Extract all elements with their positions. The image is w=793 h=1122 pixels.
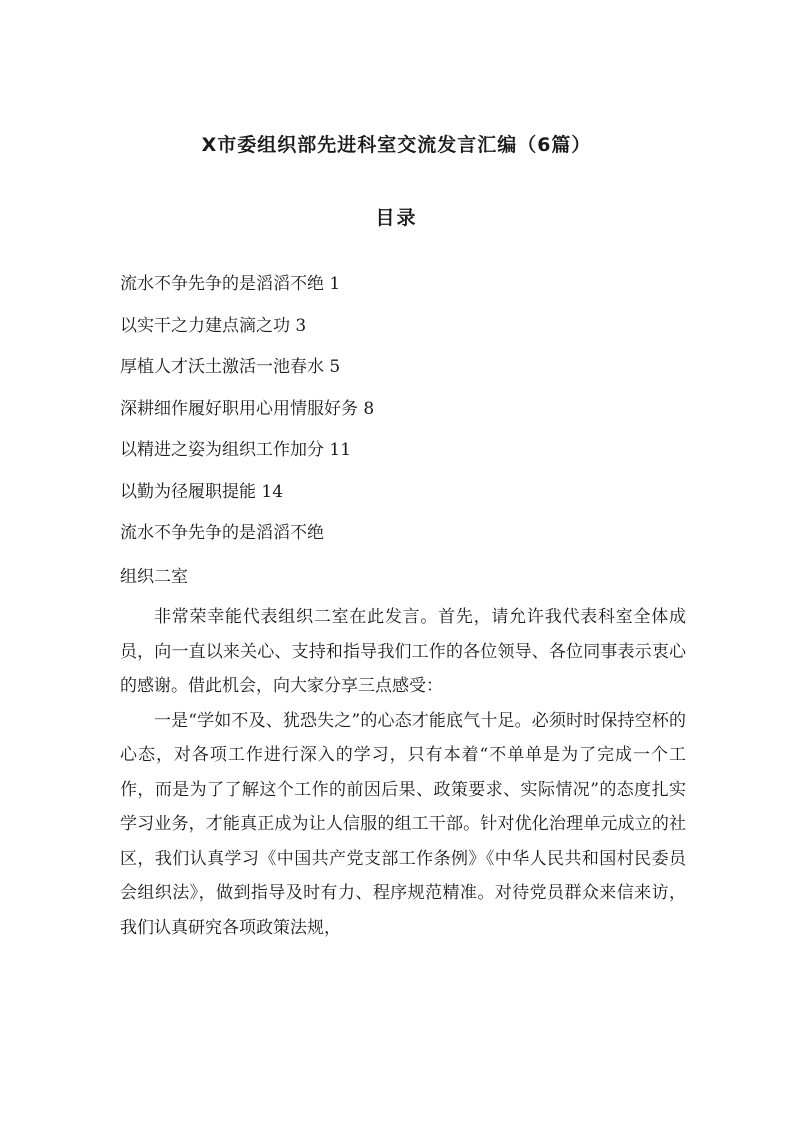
toc-entry[interactable]: 深耕细作履好职用心用情服好务 8 (120, 398, 375, 419)
section-title: 流水不争先争的是滔滔不绝 (120, 523, 324, 543)
toc-entry[interactable]: 以精进之姿为组织工作加分 11 (120, 440, 352, 460)
section-author: 组织二室 (120, 567, 188, 587)
paragraph: 非常荣幸能代表组织二室在此发言。首先，请允许我代表科室全体成员，向一直以来关心、支持和指导我们工作的各位领导、各位同事表示衷心的感谢。借此机会，向大家分享三点感受： (120, 607, 686, 696)
toc-heading: 目录 (375, 207, 418, 229)
toc-entry[interactable]: 流水不争先争的是滔滔不绝 1 (120, 274, 341, 294)
table-of-contents (120, 270, 374, 519)
toc-entry[interactable]: 厚植人才沃土激活一池春水 5 (120, 357, 341, 377)
document-title: X市委组织部先进科室交流发言汇编（6篇） (201, 134, 592, 156)
toc-entry[interactable]: 以实干之力建点滴之功 3 (120, 315, 307, 336)
toc-entry[interactable]: 以勤为径履职提能 14 (120, 481, 284, 502)
body-text (120, 600, 686, 945)
paragraph: 一是“学如不及、犹恐失之”的心态才能底气十足。必须时时保持空杯的心态，对各项工作进行深入的学习，只有本着“不单单是为了完成一个工作，而是为了了解这个工作的前因后果、政策要求、实际情况”的态度扎实学习业务，才能真正成为让人信服的组工干部。针对优化治理单元成立的社区，我们认真学习《中国共产党支部工作条例》《中华人民共和国村民委员会组织法》，做到指导及时有力、程序规范精准。对待党员群众来信来访，我们认真研究各项政策法规， (120, 710, 686, 938)
